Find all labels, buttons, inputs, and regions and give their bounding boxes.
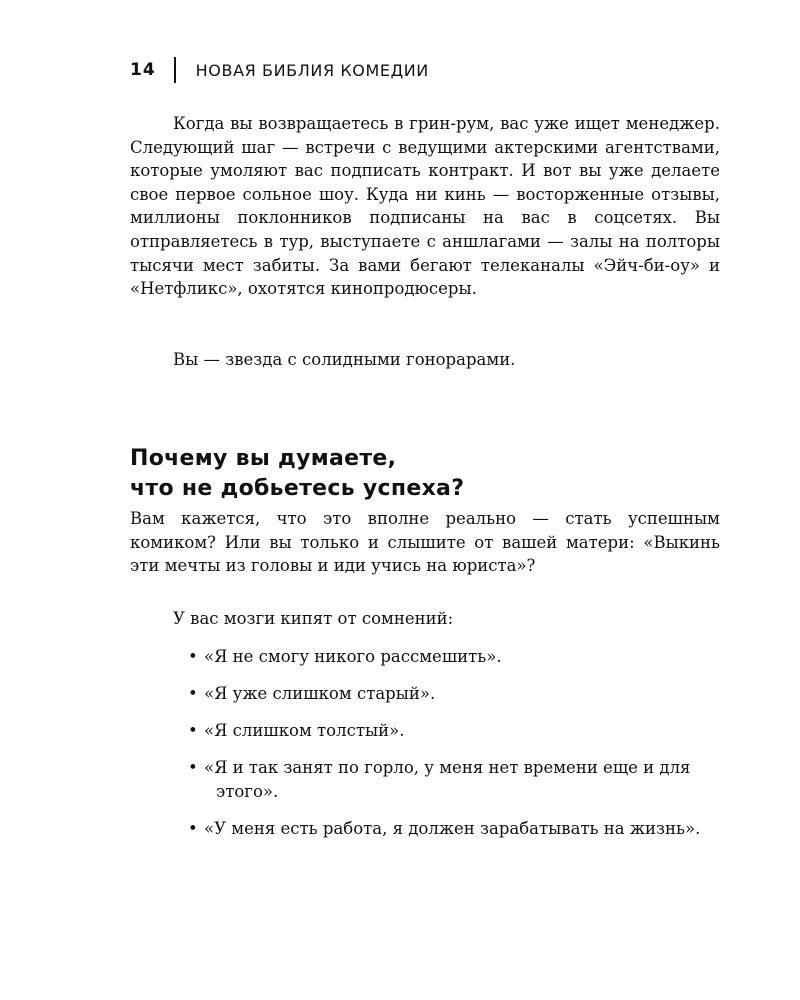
doubts-list [172, 645, 722, 854]
page-number: 14 [130, 60, 156, 80]
list-item [172, 719, 722, 743]
list-item [172, 756, 722, 803]
section-heading-line-1: Почему вы думаете, [130, 446, 397, 471]
section-heading [130, 444, 730, 504]
header-divider [174, 57, 176, 83]
list-item-text: «У меня есть работа, я должен зарабатывать на жизнь». [204, 818, 701, 838]
list-item [172, 817, 722, 841]
list-item-text: «Я и так занят по горло, у меня нет времени еще и для этого». [204, 758, 691, 801]
list-item [172, 682, 722, 706]
list-item [172, 645, 722, 669]
page-header [130, 52, 429, 88]
paragraph-green-room: Когда вы возвращаетесь в грин-рум, вас уже ищет менеджер. Следующий шаг — встречи с ведущими актерскими агентствами, которые умоляют вас подписать контракт. И вот вы уже делаете свое первое сольное шоу. Куда ни кинь — восторженные отзывы, миллионы поклонников подписаны на вас в соцсетях. Вы отправляетесь в тур, выступаете с аншлагами — залы на полторы тысячи мест забиты. За вами бегают телеканалы «Эйч-би-оу» и «Нетфликс», охотятся кинопродюсеры. [130, 114, 720, 299]
bullet-icon: • [188, 684, 198, 704]
running-title: НОВАЯ БИБЛИЯ КОМЕДИИ [195, 60, 429, 80]
bullet-icon: • [188, 647, 198, 666]
paragraph-doubts: У вас мозги кипят от сомнений: [173, 609, 454, 628]
list-item-text: «Я уже слишком старый». [204, 684, 436, 704]
paragraph-realistic: Вам кажется, что это вполне реально — стать успешным комиком? Или вы только и слышите от вашей матери: «Выкинь эти мечты из головы и иди учись на юриста»? [130, 509, 720, 576]
paragraph-star: Вы — звезда с солидными гонорарами. [173, 350, 516, 369]
bullet-icon: • [188, 721, 198, 741]
bullet-icon: • [188, 758, 198, 778]
list-item-text: «Я слишком толстый». [204, 721, 405, 741]
list-item-text: «Я не смогу никого рассмешить». [204, 647, 502, 666]
section-heading-line-2: что не добьетесь успеха? [130, 476, 465, 501]
bullet-icon: • [188, 818, 198, 838]
